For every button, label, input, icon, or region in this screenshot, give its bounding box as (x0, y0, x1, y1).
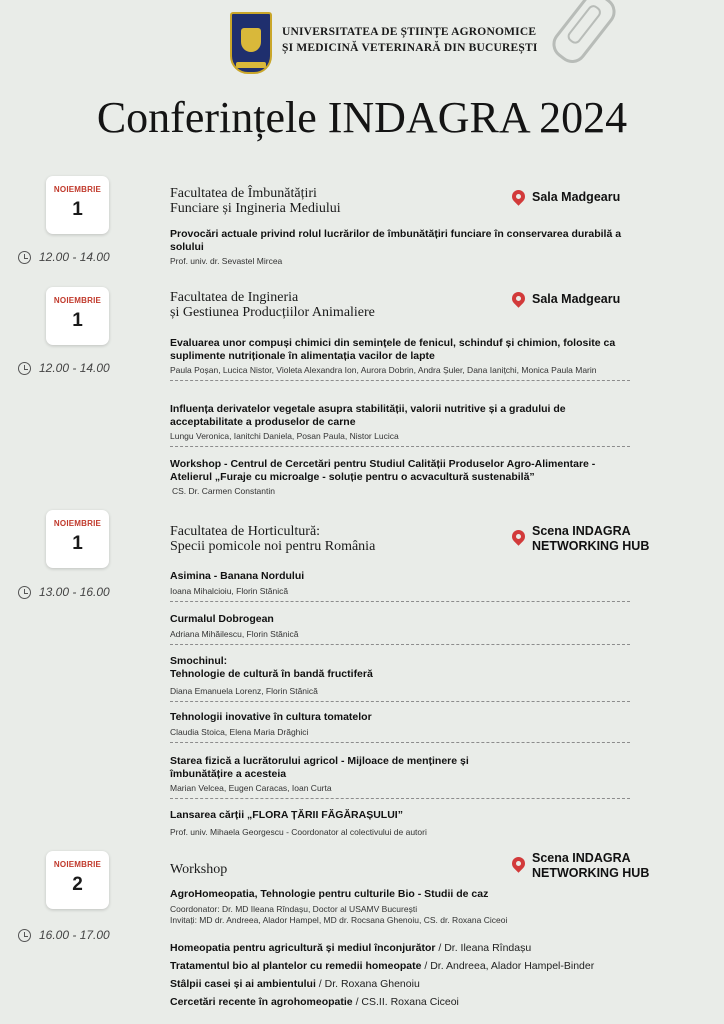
date-month: NOIEMBRIE (53, 860, 102, 869)
session-time: 12.00 - 14.00 (18, 250, 110, 264)
venue: Sala Madgearu (512, 190, 620, 205)
talk-authors: Prof. univ. Mihaela Georgescu - Coordonator al colectivului de autori (170, 826, 427, 837)
talk-item (170, 570, 630, 597)
clock-icon (18, 929, 31, 942)
talk-item (170, 888, 630, 926)
location-pin-icon (509, 527, 527, 545)
faculty-name: Facultatea de Ingineria și Gestiunea Producțiilor Animaliere (170, 290, 375, 320)
talk-title: Lansarea cărții „FLORA ȚĂRII FĂGĂRAȘULUI” (170, 809, 403, 821)
location-pin-icon (509, 187, 527, 205)
clock-icon (18, 362, 31, 375)
date-card (46, 510, 109, 568)
session-time: 16.00 - 17.00 (18, 928, 110, 942)
talk-title: Evaluarea unor compuși chimici din semințele de fenicul, schinduf și chimion, folosite ca suplimente nutriționale în alimentația vacilor de lapte (170, 337, 616, 362)
talk-title: Influența derivatelor vegetale asupra stabilității, valorii nutritive și a gradului de acceptabilitate a produselor de carne (170, 403, 566, 428)
location-pin-icon (509, 854, 527, 872)
talk-authors: Paula Poșan, Lucica Nistor, Violeta Alexandra Ion, Aurora Dobrin, Andra Șuler, Dana Ianițchi, Monica Paula Marin (170, 365, 597, 375)
talk-authors: Prof. univ. dr. Sevastel Mircea (170, 256, 283, 266)
session-time: 13.00 - 16.00 (18, 585, 110, 599)
talk-line: Cercetări recente în agrohomeopatie / CS.II. Roxana Ciceoi (170, 996, 459, 1008)
date-month: NOIEMBRIE (53, 296, 102, 305)
venue: Sala Madgearu (512, 292, 620, 307)
talk-item (170, 403, 630, 442)
university-crest-icon (230, 12, 272, 74)
talk-title: Starea fizică a lucrătorului agricol - Mijloace de menținere și îmbunătățire a acesteia (170, 755, 469, 780)
talk-line: Stâlpii casei și ai ambientului / Dr. Roxana Ghenoiu (170, 978, 420, 990)
talk-authors: CS. Dr. Carmen Constantin (172, 486, 275, 496)
talk-item (170, 228, 630, 267)
talk-authors: Lungu Veronica, Ianitchi Daniela, Posan Paula, Nistor Lucica (170, 431, 399, 441)
talk-title: AgroHomeopatia, Tehnologie pentru culturile Bio - Studii de caz (170, 888, 489, 900)
talk-authors: Marian Velcea, Eugen Caracas, Ioan Curta (170, 783, 332, 793)
talk-item (170, 655, 630, 697)
page-title: Conferințele INDAGRA 2024 (96, 93, 628, 142)
date-day: 1 (72, 310, 83, 331)
faculty-name: Workshop (170, 862, 228, 877)
talk-title: Workshop - Centrul de Cercetări pentru Studiul Calității Produselor Agro-Alimentare - Atelierul „Furaje cu microalge - soluție pentru o acvacultură sustenabilă” (170, 458, 596, 483)
talk-authors: Ioana Mihalcioiu, Florin Stănică (170, 585, 289, 596)
talk-item (170, 755, 630, 794)
venue: Scena INDAGRA NETWORKING HUB (512, 524, 649, 554)
date-day: 1 (72, 199, 83, 220)
talk-item (170, 458, 630, 497)
talk-item (170, 613, 630, 640)
university-name: UNIVERSITATEA DE ȘTIINȚE AGRONOMICE ȘI MEDICINĂ VETERINARĂ DIN BUCUREȘTI (282, 26, 538, 54)
talk-item (170, 337, 630, 376)
date-month: NOIEMBRIE (53, 185, 102, 194)
date-day: 2 (72, 874, 83, 895)
session-time: 12.00 - 14.00 (18, 361, 110, 375)
date-month: NOIEMBRIE (53, 519, 102, 528)
talk-authors: Coordonator: Dr. MD Ileana Rîndașu, Doctor al USAMV București Invitați: MD dr. Andreea, Alador Hampel, MD dr. Rocsana Ghenoiu, CS. dr. Roxana Ciceoi (170, 903, 508, 925)
talk-title: Tehnologii inovative în cultura tomatelor (170, 711, 372, 723)
talk-title: Curmalul Dobrogean (170, 613, 274, 625)
talk-line: Homeopatia pentru agricultură și mediul înconjurător / Dr. Ileana Rîndașu (170, 942, 532, 954)
clock-icon (18, 586, 31, 599)
faculty-name: Facultatea de Horticultură: Specii pomicole noi pentru România (170, 524, 376, 554)
venue: Scena INDAGRA NETWORKING HUB (512, 851, 649, 881)
talk-authors: Diana Emanuela Lorenz, Florin Stănică (170, 686, 318, 696)
talk-title: Smochinul: Tehnologie de cultură în bandă fructiferă (170, 655, 373, 680)
talk-line: Tratamentul bio al plantelor cu remedii homeopate / Dr. Andreea, Alador Hampel-Binder (170, 960, 595, 972)
clock-icon (18, 251, 31, 264)
location-pin-icon (509, 289, 527, 307)
talk-title: Provocări actuale privind rolul lucrărilor de îmbunătățiri funciare în conservarea durabilă a solului (170, 228, 622, 253)
date-day: 1 (72, 533, 83, 554)
date-card (46, 176, 109, 234)
talk-title: Asimina - Banana Nordului (170, 570, 305, 582)
talk-item (170, 809, 630, 838)
talk-authors: Claudia Stoica, Elena Maria Drăghici (170, 726, 309, 737)
faculty-name: Facultatea de Îmbunătățiri Funciare și Ingineria Mediului (170, 186, 341, 216)
talk-authors: Adriana Mihăilescu, Florin Stănică (170, 628, 299, 639)
talk-item (170, 711, 630, 738)
date-card (46, 287, 109, 345)
date-card (46, 851, 109, 909)
